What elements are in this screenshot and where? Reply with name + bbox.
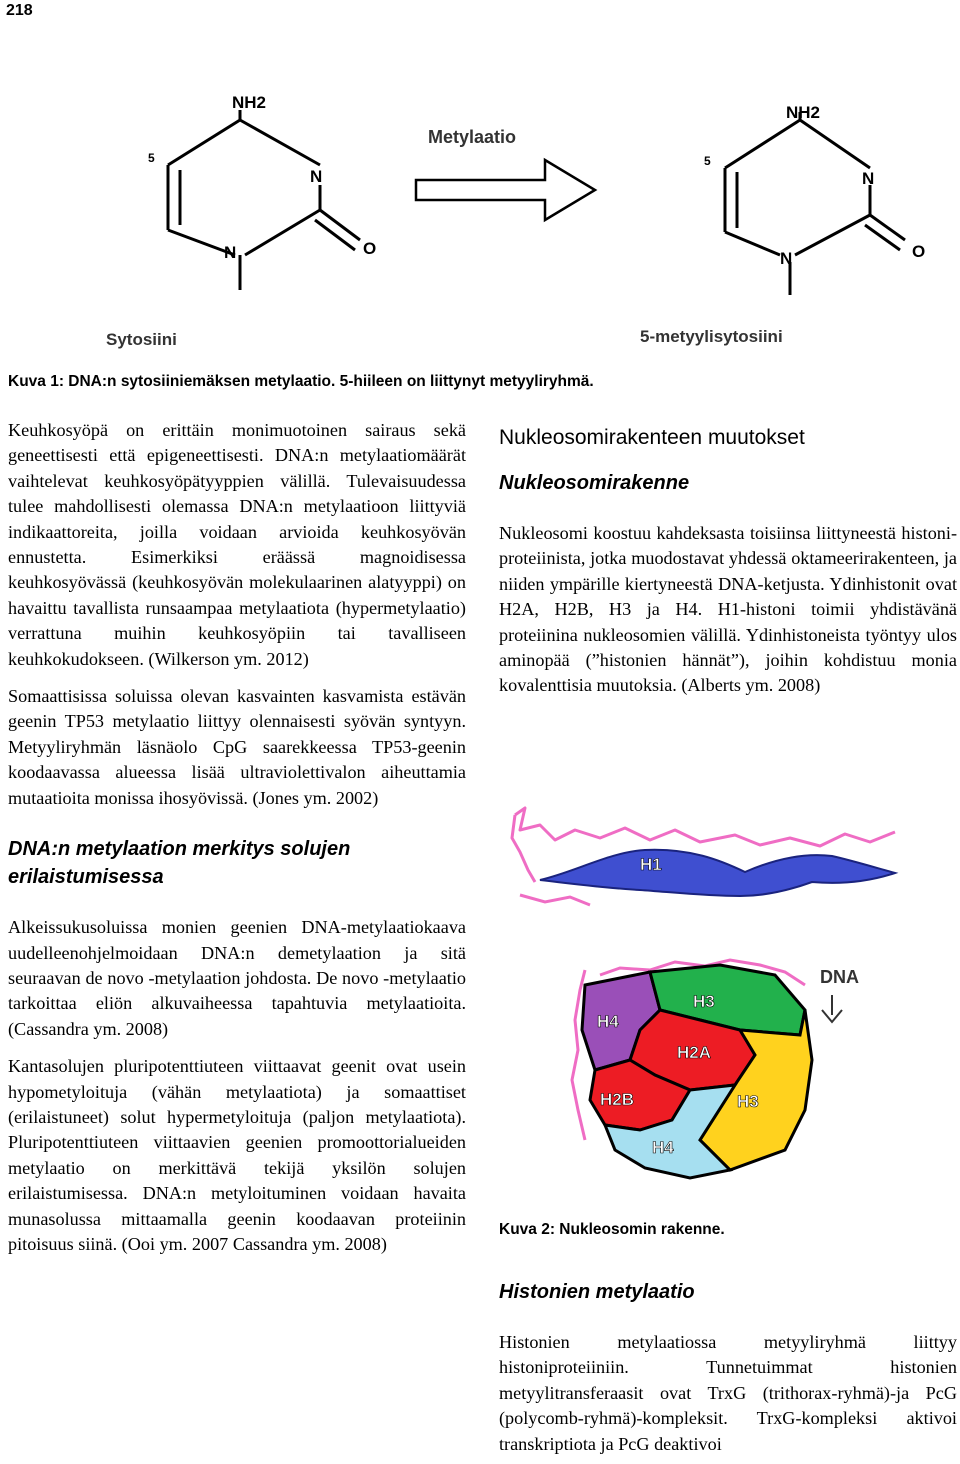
methylation-label: Metylaatio [428,127,517,147]
methylcytosine-structure [725,112,905,295]
methylcytosine-name: 5-metyylisytosiini [640,327,783,346]
paragraph-lung-cancer: Keuhkosyöpä on erittäin monimuotoinen sairaus sekä geneettisesti että epigeneettisesti. DNA:n metylaatiomäärät vaihtelevat keuhkosyöpätyyppien välillä. Tulevaisuudessa tulee mahdollisesti olemassa DNA:n metylaatioon liittyviä indikaattoreita, joilla voidaan arvioida keuhkosyövän ennustetta. Esimerkiksi eräässä magnoidisessa keuhkosyövässä (keuhkosyövän molekulaarinen alatyyppi) on havaittu tavallista runsaampaa metylaatiota (hypermetylaatio) verrattuna muihin keuhkosyöpiin tai tavalliseen keuhkokudokseen. (Wilkerson ym. 2012) [8,420,466,669]
h4-bottom-label: H4 [652,1138,674,1157]
h1-protein-shape [540,850,895,896]
h1-label: H1 [640,855,662,874]
figure2-nucleosome-diagram [480,800,960,1190]
left-column [8,418,466,1257]
h2b-label: H2B [600,1090,635,1109]
section-heading-differentiation: DNA:n metylaation merkitys solujen erilaistumisessa [8,838,351,889]
h2a-label: H2A [677,1043,712,1062]
dna-strand-top-left [512,815,535,882]
methylcytosine-n-bottom-label: N [780,249,793,268]
cytosine-n-bottom-label: N [224,243,237,262]
page-number: 218 [6,2,33,19]
paragraph-tp53: Somaattisissa soluissa olevan kasvainten kasvamista estävän geenin TP53 metylaatio liittyy olennaisesti syövän syntyyn. Metyyliryhmän läsnäolo CpG saarekkeessa TP53-geenin koodaavassa alueessa lisää ultraviolettivalon aiheuttamia mutaatioita monissa ihosyövissä. (Jones ym. 2002) [8,686,466,808]
cytosine-nh2-label: NH2 [232,93,267,112]
methylcytosine-five-label: 5 [704,154,711,168]
h3-right-label: H3 [737,1092,759,1111]
dna-label: DNA [820,967,859,987]
paragraph-stem-cells: Kantasolujen pluripotenttiuteen viittaavat geenit ovat usein hypometyloituja (vähän metylaatiota) ja somaattiset (erilaistuneet) solut hypermetyloituja (paljon metylaatiota). Pluripotenttiuteen viittaavien geenien promoottorialueiden metylaatio on merkittävä tekijä yksilön solujen erilaistumisessa. DNA:n metyloituminen voidaan havaita munasolussa mittaamalla geenin koodaavan proteiinin pitoisuus siinä. (Ooi ym. 2007 Cassandra ym. 2008) [8,1056,466,1254]
figure1-caption: Kuva 1: DNA:n sytosiiniemäksen metylaatio. 5-hiileen on liittynyt metyyliryhmä. [8,373,594,390]
paragraph-germ-cells: Alkeissukusoluissa monien geenien DNA-metylaatiokaava uudelleenohjelmoidaan DNA:n demetylaation ja sitä seuraavan de novo -metylaation johdosta. De novo -metylaatio tarkoittaa eliön alkuvaiheessa tapahtuvia metylaatioita. (Cassandra ym. 2008) [8,917,466,1039]
h4-top-label: H4 [597,1012,619,1031]
section-heading-nucleosome: Nukleosomirakenteen muutokset [499,426,805,449]
methylation-arrow [416,160,595,220]
section-heading-histone-methylation: Histonien metylaatio [499,1281,695,1303]
cytosine-o-label: O [363,239,377,258]
dna-strand-top [515,808,895,846]
h3-top-label: H3 [693,992,715,1011]
methylcytosine-o-label: O [912,242,926,261]
dna-strand-bottom [520,895,590,905]
cytosine-name: Sytosiini [106,330,177,349]
methylcytosine-n-right-label: N [862,169,875,188]
right-column-top [499,426,957,699]
subheading-nucleosome-structure: Nukleosomirakenne [499,472,690,494]
figure2-caption: Kuva 2: Nukleosomin rakenne. [499,1221,725,1238]
paragraph-histone-methylation: Histonien metylaatiossa metyyliryhmä liittyy histoniproteiiniin. Tunnetuimmat histonien metyylitransferaasit ovat TrxG (trithorax-ryhmä)-ja PcG (polycomb-ryhmä)-kompleksit. TrxG-kompleksi aktivoi transkriptiota ja PcG deaktivoi [499,1332,957,1454]
right-column-bottom [499,1281,957,1457]
paragraph-nucleosome: Nukleosomi koostuu kahdeksasta toisiinsa liittyneestä histoni-proteiinista, jotka muodostavat yhdessä oktameerirakenteen, ja niiden ympärille kiertyneestä DNA-ketjusta. Ydinhistonit ovat H2A, H2B, H3 ja H4. H1-histoni toimii yhdistävänä proteiinina nukleosomien välillä. Ydinhistoneista työntyy ulos aminopää (”histonien hännät”), joihin kohdistuu monia kovalenttisia muutoksia. (Alberts ym. 2008) [499,523,957,696]
figure1-methylation-diagram [0,60,960,360]
methylcytosine-nh2-label: NH2 [786,103,821,122]
cytosine-five-label: 5 [148,151,155,165]
dna-pointer-icon [822,995,842,1022]
cytosine-structure [168,110,360,290]
cytosine-n-right-label: N [310,167,323,186]
